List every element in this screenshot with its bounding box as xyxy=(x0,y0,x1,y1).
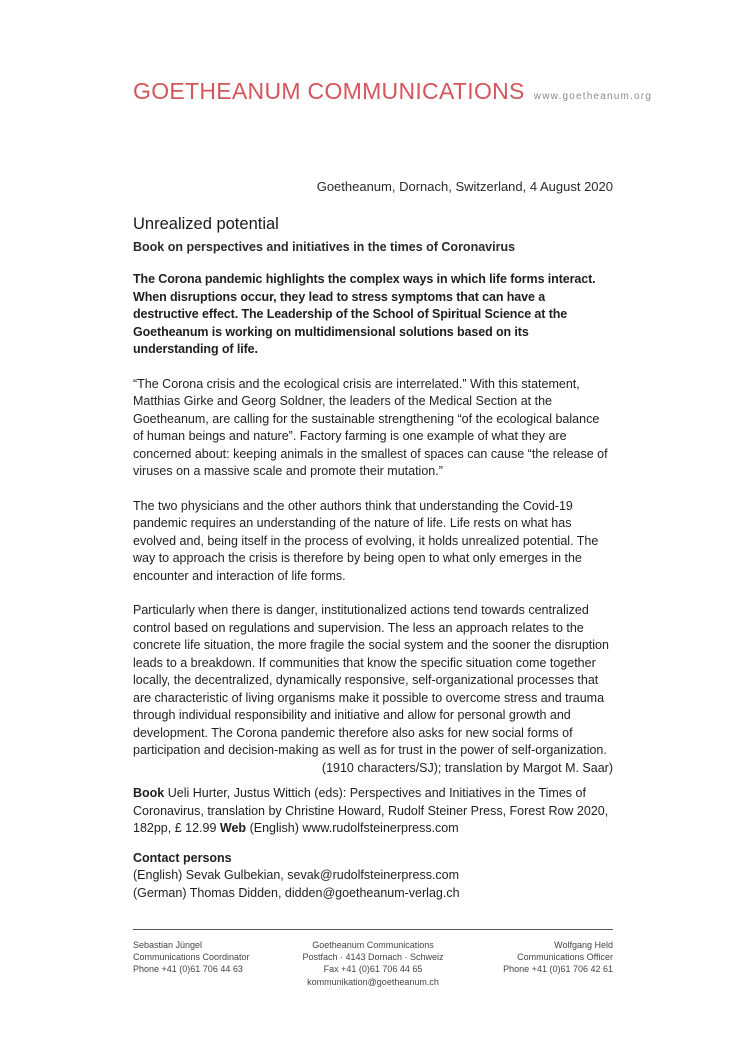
character-count-credit: (1910 characters/SJ); translation by Margot M. Saar) xyxy=(321,760,613,775)
contact-german[interactable]: (German) Thomas Didden, didden@goetheanum-verlag.ch xyxy=(133,885,460,900)
footer-right-role: Communications Officer xyxy=(517,952,613,963)
footer-right-phone[interactable]: Phone +41 (0)61 706 42 61 xyxy=(503,964,613,975)
footer-left-contact xyxy=(133,939,250,976)
footer-left-phone[interactable]: Phone +41 (0)61 706 44 63 xyxy=(133,964,243,975)
article-subtitle: Book on perspectives and initiatives in the times of Coronavirus xyxy=(133,240,516,254)
footer-left-name: Sebastian Jüngel xyxy=(133,940,203,950)
body-paragraph-3: Particularly when there is danger, institutionalized actions tend towards centralized control based on regulations and supervision. The less an approach relates to the concrete life situation, the more fragile the social system and the sooner the disruption leads to a breakdown. If communities that know the specific situation come together locally, the decentralized, dynamically responsive, self-organizational processes that are characteristic of living organisms make it possible to overcome stress and trauma through individual responsibility and initiative and allow for personal growth and development. The Corona pandemic therefore also asks for new social forms of participation and decision-making as well as for trust in the power of self-organization. xyxy=(133,603,609,757)
footer-middle-org: Goetheanum Communications xyxy=(312,940,434,950)
book-details xyxy=(133,785,613,838)
article-body xyxy=(133,214,613,902)
footer-right-contact xyxy=(503,939,613,976)
contact-persons xyxy=(133,850,613,903)
web-link[interactable]: (English) www.rudolfsteinerpress.com xyxy=(249,821,459,835)
footer-middle-email[interactable]: kommunikation@goetheanum.ch xyxy=(307,976,439,987)
footer-divider xyxy=(133,929,613,930)
lead-paragraph: The Corona pandemic highlights the complex ways in which life forms interact. When disruptions occur, they lead to stress symptoms that can have a destructive effect. The Leadership of the School of Spiritual Science at the Goetheanum is working on multidimensional solutions based on its understanding of life. xyxy=(133,272,596,356)
brand-url[interactable]: www.goetheanum.org xyxy=(533,91,653,102)
contact-english[interactable]: (English) Sevak Gulbekian, sevak@rudolfsteinerpress.com xyxy=(133,868,460,882)
body-paragraph-1: “The Corona crisis and the ecological crisis are interrelated.” With this statement, Matthias Girke and Georg Soldner, the leaders of the Medical Section at the Goetheanum, are calling for the sustainable strengthening “of the ecological balance of human beings and nature”. Factory farming is one example of what they are concerned about: keeping animals in the smallest of spaces can cause “the release of viruses on a massive scale and promote their mutation.” xyxy=(133,376,608,478)
footer-middle-fax: Fax +41 (0)61 706 44 65 xyxy=(323,964,423,975)
web-label: Web xyxy=(219,821,247,835)
brand-name: GOETHEANUM COMMUNICATIONS xyxy=(133,78,525,104)
book-label: Book xyxy=(133,786,165,800)
dateline: Goetheanum, Dornach, Switzerland, 4 August 2020 xyxy=(316,179,613,194)
body-paragraph-2: The two physicians and the other authors think that understanding the Covid-19 pandemic requires an understanding of the nature of life. Life rests on what has evolved and, being itself in the process of evolving, it holds unrealized potential. The way to approach the crisis is therefore by being open to what only emerges in the encounter and interaction of life forms. xyxy=(133,498,599,583)
article-title: Unrealized potential xyxy=(133,215,279,233)
footer-middle-contact xyxy=(273,939,473,988)
book-text: Ueli Hurter, Justus Wittich (eds): Perspectives and Initiatives in the Times of Coronavirus, translation by Christine Howard, Rudolf Steiner Press, Forest Row 2020, 182pp, £ 12.99 xyxy=(133,786,609,835)
footer-middle-address: Postfach · 4143 Dornach · Schweiz xyxy=(302,952,444,963)
letterhead xyxy=(133,78,652,105)
footer-left-role: Communications Coordinator xyxy=(133,952,250,963)
contacts-heading: Contact persons xyxy=(133,850,232,865)
footer-right-name: Wolfgang Held xyxy=(554,940,613,950)
footer xyxy=(133,939,613,999)
